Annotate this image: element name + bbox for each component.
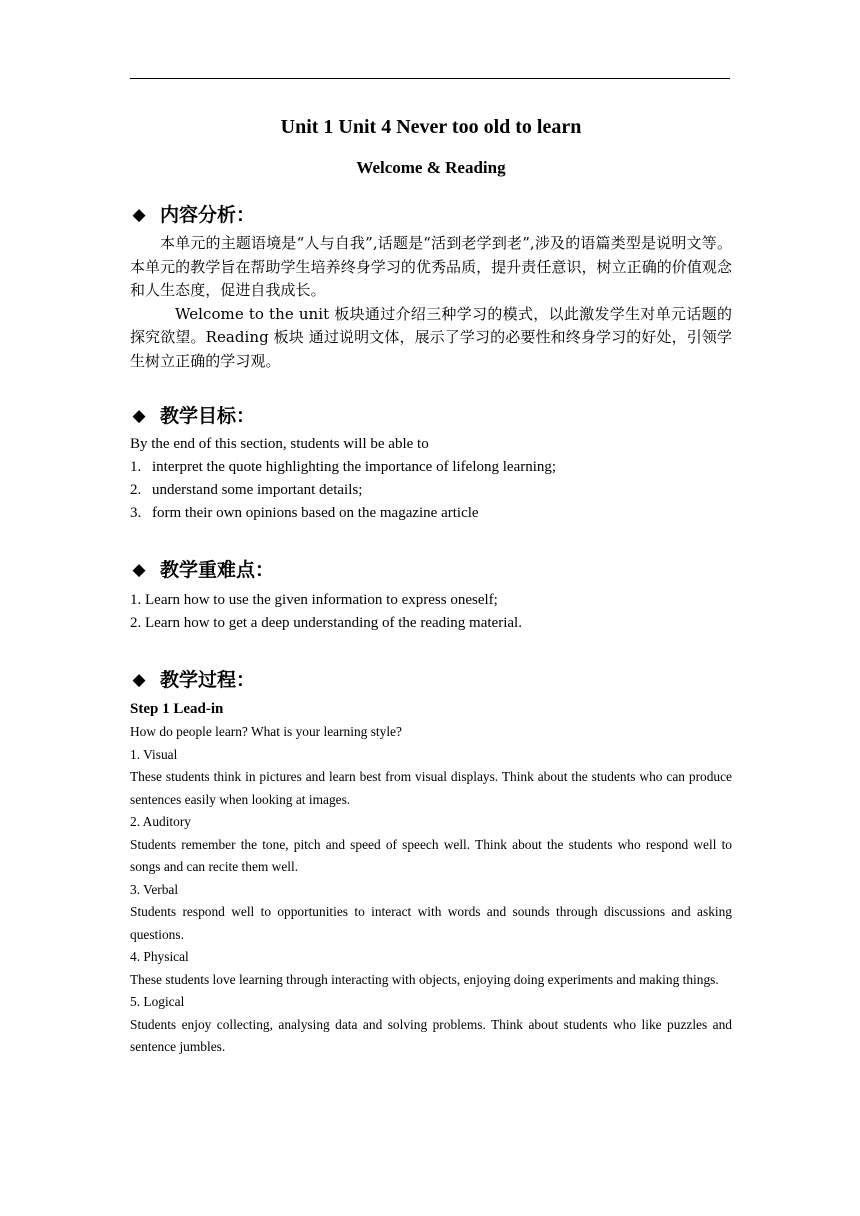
analysis-paragraph: 本单元的主题语境是“人与自我”,话题是“活到老学到老”,涉及的语篇类型是说明文等。本单元的教学旨在帮助学生培养终身学习的优秀品质，提升责任意识，树立正确的价值观念和人生态度，促进自我成长。 — [130, 234, 733, 299]
list-item — [130, 502, 732, 525]
learning-style-description: These students love learning through interacting with objects, enjoying doing experiments and making things. — [130, 971, 719, 987]
document-title: Unit 1 Unit 4 Never too old to learn — [280, 116, 582, 138]
section-heading-objectives — [130, 401, 732, 431]
section-heading-process — [130, 665, 732, 695]
learning-style-label: 3. Verbal — [130, 881, 179, 897]
document-body — [130, 110, 732, 1059]
diamond-bullet-icon: ◆ — [132, 205, 146, 225]
list-text: form their own opinions based on the magazine article — [152, 505, 479, 521]
section-heading-label: 教学重难点： — [160, 559, 275, 581]
analysis-paragraph: Welcome to the unit 板块通过介绍三种学习的模式，以此激发学生对单元话题的探究欲望。Reading 板块 通过说明文体，展示了学习的必要性和终身学习的好处，引领学生树立正确的学习观。 — [130, 304, 732, 370]
section-analysis — [130, 200, 732, 373]
section-heading-label: 教学过程： — [160, 669, 256, 691]
list-item: 1. Learn how to use the given information to express oneself; — [130, 592, 498, 608]
header-rule — [130, 78, 730, 79]
diamond-bullet-icon: ◆ — [132, 560, 146, 580]
section-process — [130, 665, 732, 1059]
list-text: understand some important details; — [152, 482, 363, 498]
list-item — [130, 456, 732, 479]
section-key-points — [130, 555, 732, 635]
list-text: interpret the quote highlighting the importance of lifelong learning; — [152, 459, 557, 475]
list-item — [130, 479, 732, 502]
learning-style-label: 4. Physical — [130, 949, 189, 964]
section-heading-label: 内容分析： — [160, 204, 256, 226]
learning-style-label: 5. Logical — [130, 994, 185, 1009]
learning-style-description: These students think in pictures and learn best from visual displays. Think about the students who can produce sentences easily when looking at images. — [130, 769, 732, 807]
section-heading-analysis — [130, 200, 732, 230]
section-objectives — [130, 401, 732, 525]
list-number: 2. — [130, 482, 142, 498]
list-item: 2. Learn how to get a deep understanding of the reading material. — [130, 615, 522, 631]
document-subtitle: Welcome & Reading — [356, 158, 506, 177]
learning-style-description: Students enjoy collecting, analysing data and solving problems. Think about students who like puzzles and sentence jumbles. — [130, 1016, 732, 1054]
section-heading-label: 教学目标： — [160, 405, 256, 427]
list-number: 3. — [130, 505, 142, 521]
learning-style-description: Students respond well to opportunities to interact with words and sounds through discussions and asking questions. — [130, 904, 732, 942]
learning-style-label: 2. Auditory — [130, 814, 192, 829]
list-number: 1. — [130, 459, 142, 475]
step-title: Step 1 Lead-in — [130, 701, 224, 717]
diamond-bullet-icon: ◆ — [132, 670, 146, 690]
lead-in-question: How do people learn? What is your learning style? — [130, 724, 402, 739]
diamond-bullet-icon: ◆ — [132, 406, 146, 426]
objectives-intro: By the end of this section, students will be able to — [130, 436, 429, 452]
learning-style-label: 1. Visual — [130, 746, 178, 762]
section-heading-key-points — [130, 555, 732, 585]
learning-style-description: Students remember the tone, pitch and speed of speech well. Think about the students who respond well to songs and can recite them well. — [130, 836, 732, 874]
